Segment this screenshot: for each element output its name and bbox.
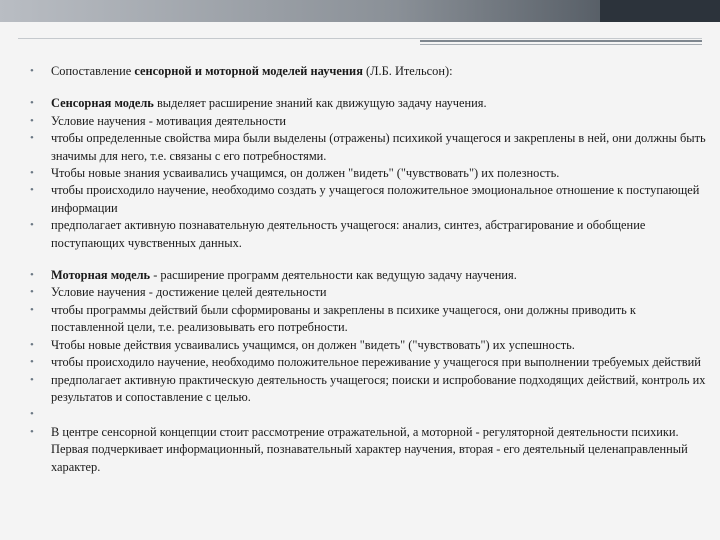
list-item-text: Чтобы новые действия усваивались учащимся, он должен "видеть" ("чувствовать") их успешность. [51,337,575,352]
title-bar-decoration [0,0,720,22]
intro-suffix: (Л.Б. Ительсон): [362,64,453,78]
motor-model-text: - расширение программ деятельности как ведущую задачу научения. [150,268,517,283]
bullet-icon: • [30,286,34,299]
conclusion-text: В центре сенсорной концепции стоит рассмотрение отражательной, а моторной - регуляторной деятельности психики. Первая подчеркивает информационный, познавательный характер научения, вторая - его деятельный целенаправленный характер. [51,424,688,474]
bullet-icon: • [30,269,34,282]
list-item [28,113,708,130]
intro-group [28,63,708,80]
sensory-model-heading: Сенсорная модель [51,96,154,111]
intro-prefix: Сопоставление [51,64,135,78]
list-item [28,182,708,217]
list-item-empty [28,406,708,423]
list-item [28,284,708,301]
list-item-text: Условие научения - достижение целей деятельности [51,285,327,300]
list-item [28,354,708,371]
bullet-icon: • [30,65,34,77]
bullet-icon: • [30,184,34,197]
header-rule-thin [420,44,702,45]
bullet-icon: • [30,425,34,438]
list-item-text: чтобы происходило научение, необходимо создать у учащегося положительное эмоциональное отношение к поступающей информации [51,183,700,215]
list-item-text: предполагает активную практическую деятельность учащегося; поиски и испробование подходящих действий, контроль их результатов и сопоставление с целью. [51,372,706,404]
slide-content [28,63,708,491]
list-item-text: Чтобы новые знания усваивались учащимся, он должен "видеть" ("чувствовать") их полезность. [51,166,560,181]
motor-model-group [28,267,708,476]
list-item [28,130,708,165]
motor-model-heading: Моторная модель [51,268,151,283]
title-bar-dark-segment [600,0,720,22]
bullet-icon: • [30,97,34,110]
list-item [28,302,708,337]
bullet-icon: • [30,114,34,127]
bullet-icon: • [30,373,34,386]
bullet-icon: • [30,132,34,145]
list-item-text: чтобы программы действий были сформированы и закреплены в психике учащегося, они должны приводить к поставленной цели, т.е. реализовывать его потребности. [51,302,636,335]
list-item [28,217,708,252]
bullet-icon: • [30,219,34,232]
list-item-text: чтобы определенные свойства мира были выделены (отражены) психикой учащегося и закреплены в ней, они должны быть значимы для него, т.е. связаны с его потребностями. [51,131,706,163]
list-item [28,337,708,354]
list-item [28,267,708,284]
list-item [28,372,708,407]
bullet-icon: • [30,338,34,351]
intro-bold: сенсорной и моторной моделей научения [134,64,363,78]
list-item [28,95,708,112]
list-item [28,63,708,80]
list-item-text: чтобы происходило научение, необходимо положительное переживание у учащегося при выполнении требуемых действий [51,355,701,370]
bullet-icon: • [30,303,34,316]
list-item-text: Условие научения - мотивация деятельности [51,113,287,128]
sensory-model-text: выделяет расширение знаний как движущую задачу научения. [153,96,487,111]
header-rule [18,38,702,39]
bullet-icon: • [30,408,34,421]
conclusion-item [28,424,708,476]
list-item [28,165,708,182]
bullet-icon: • [30,167,34,180]
header-rule-accent [420,40,702,42]
list-item-text [51,407,54,421]
list-item-text: предполагает активную познавательную деятельность учащегося: анализ, синтез, абстрагирование и обобщение поступающих чувственных данных. [51,218,646,250]
bullet-icon: • [30,356,34,369]
sensory-model-group [28,95,708,252]
